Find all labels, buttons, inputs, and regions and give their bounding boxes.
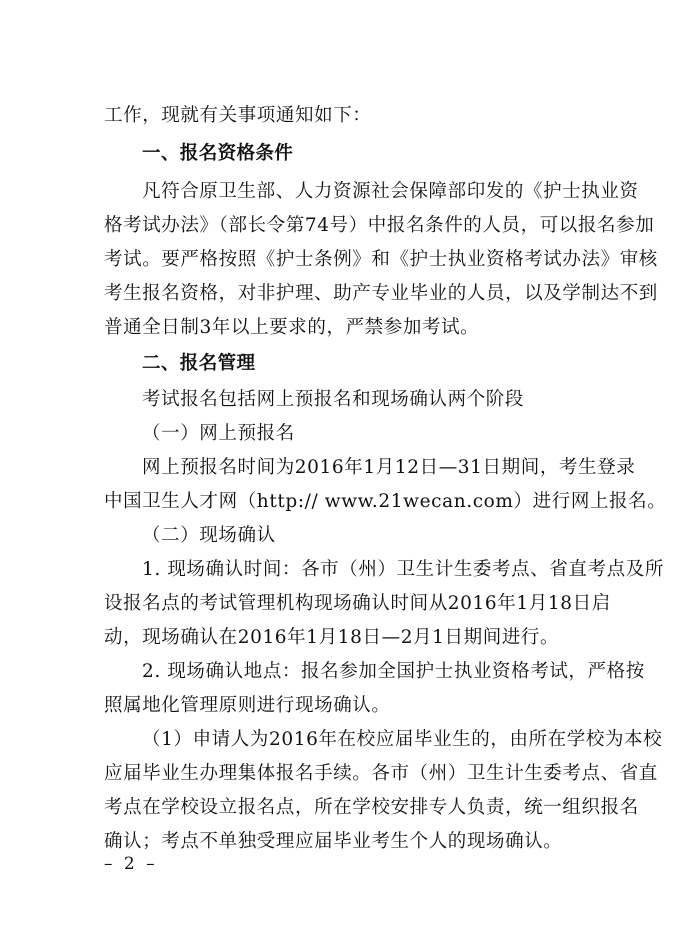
paragraph-line-19: （1）申请人为2016年在校应届毕业生的，由所在学校为本校 (142, 729, 663, 750)
paragraph-line-9: 考试报名包括网上预报名和现场确认两个阶段 (142, 389, 525, 410)
paragraph-line-14: 1. 现场确认时间：各市（州）卫生计生委考点、省直考点及所 (142, 559, 664, 580)
paragraph-line-3: 凡符合原卫生部、人力资源社会保障部印发的《护士执业资 (142, 181, 639, 202)
paragraph-line-15: 设报名点的考试管理机构现场确认时间从2016年1月18日启 (104, 593, 611, 614)
paragraph-line-12: 中国卫生人才网（http:// www.21wecan.com）进行网上报名。 (104, 491, 667, 512)
paragraph-line-11: 网上预报名时间为2016年1月12日—31日期间，考生登录 (142, 457, 636, 478)
section-heading-eligibility: 一、报名资格条件 (142, 143, 294, 164)
paragraph-line-1: 工作，现就有关事项通知如下： (104, 105, 372, 126)
paragraph-line-22: 确认；考点不单独受理应届毕业考生个人的现场确认。 (104, 831, 563, 852)
page-number: – 2 – (104, 854, 158, 874)
paragraph-line-4: 格考试办法》（部长令第74号）中报名条件的人员，可以报名参加 (104, 215, 655, 236)
subsection-heading-online: （一）网上预报名 (142, 423, 295, 444)
paragraph-line-18: 照属地化管理原则进行现场确认。 (104, 695, 391, 716)
paragraph-line-17: 2. 现场确认地点：报名参加全国护士执业资格考试，严格按 (142, 661, 645, 682)
subsection-heading-onsite: （二）现场确认 (142, 525, 276, 546)
paragraph-line-21: 考点在学校设立报名点，所在学校安排专人负责，统一组织报名 (104, 797, 639, 818)
paragraph-line-5: 考试。要严格按照《护士条例》和《护士执业资格考试办法》审核 (104, 249, 658, 270)
section-heading-registration: 二、报名管理 (142, 353, 256, 374)
paragraph-line-7: 普通全日制3年以上要求的，严禁参加考试。 (104, 317, 480, 338)
paragraph-line-16: 动，现场确认在2016年1月18日—2月1日期间进行。 (104, 627, 560, 648)
paragraph-line-6: 考生报名资格，对非护理、助产专业毕业的人员，以及学制达不到 (104, 283, 658, 304)
paragraph-line-20: 应届毕业生办理集体报名手续。各市（州）卫生计生委考点、省直 (104, 763, 658, 784)
